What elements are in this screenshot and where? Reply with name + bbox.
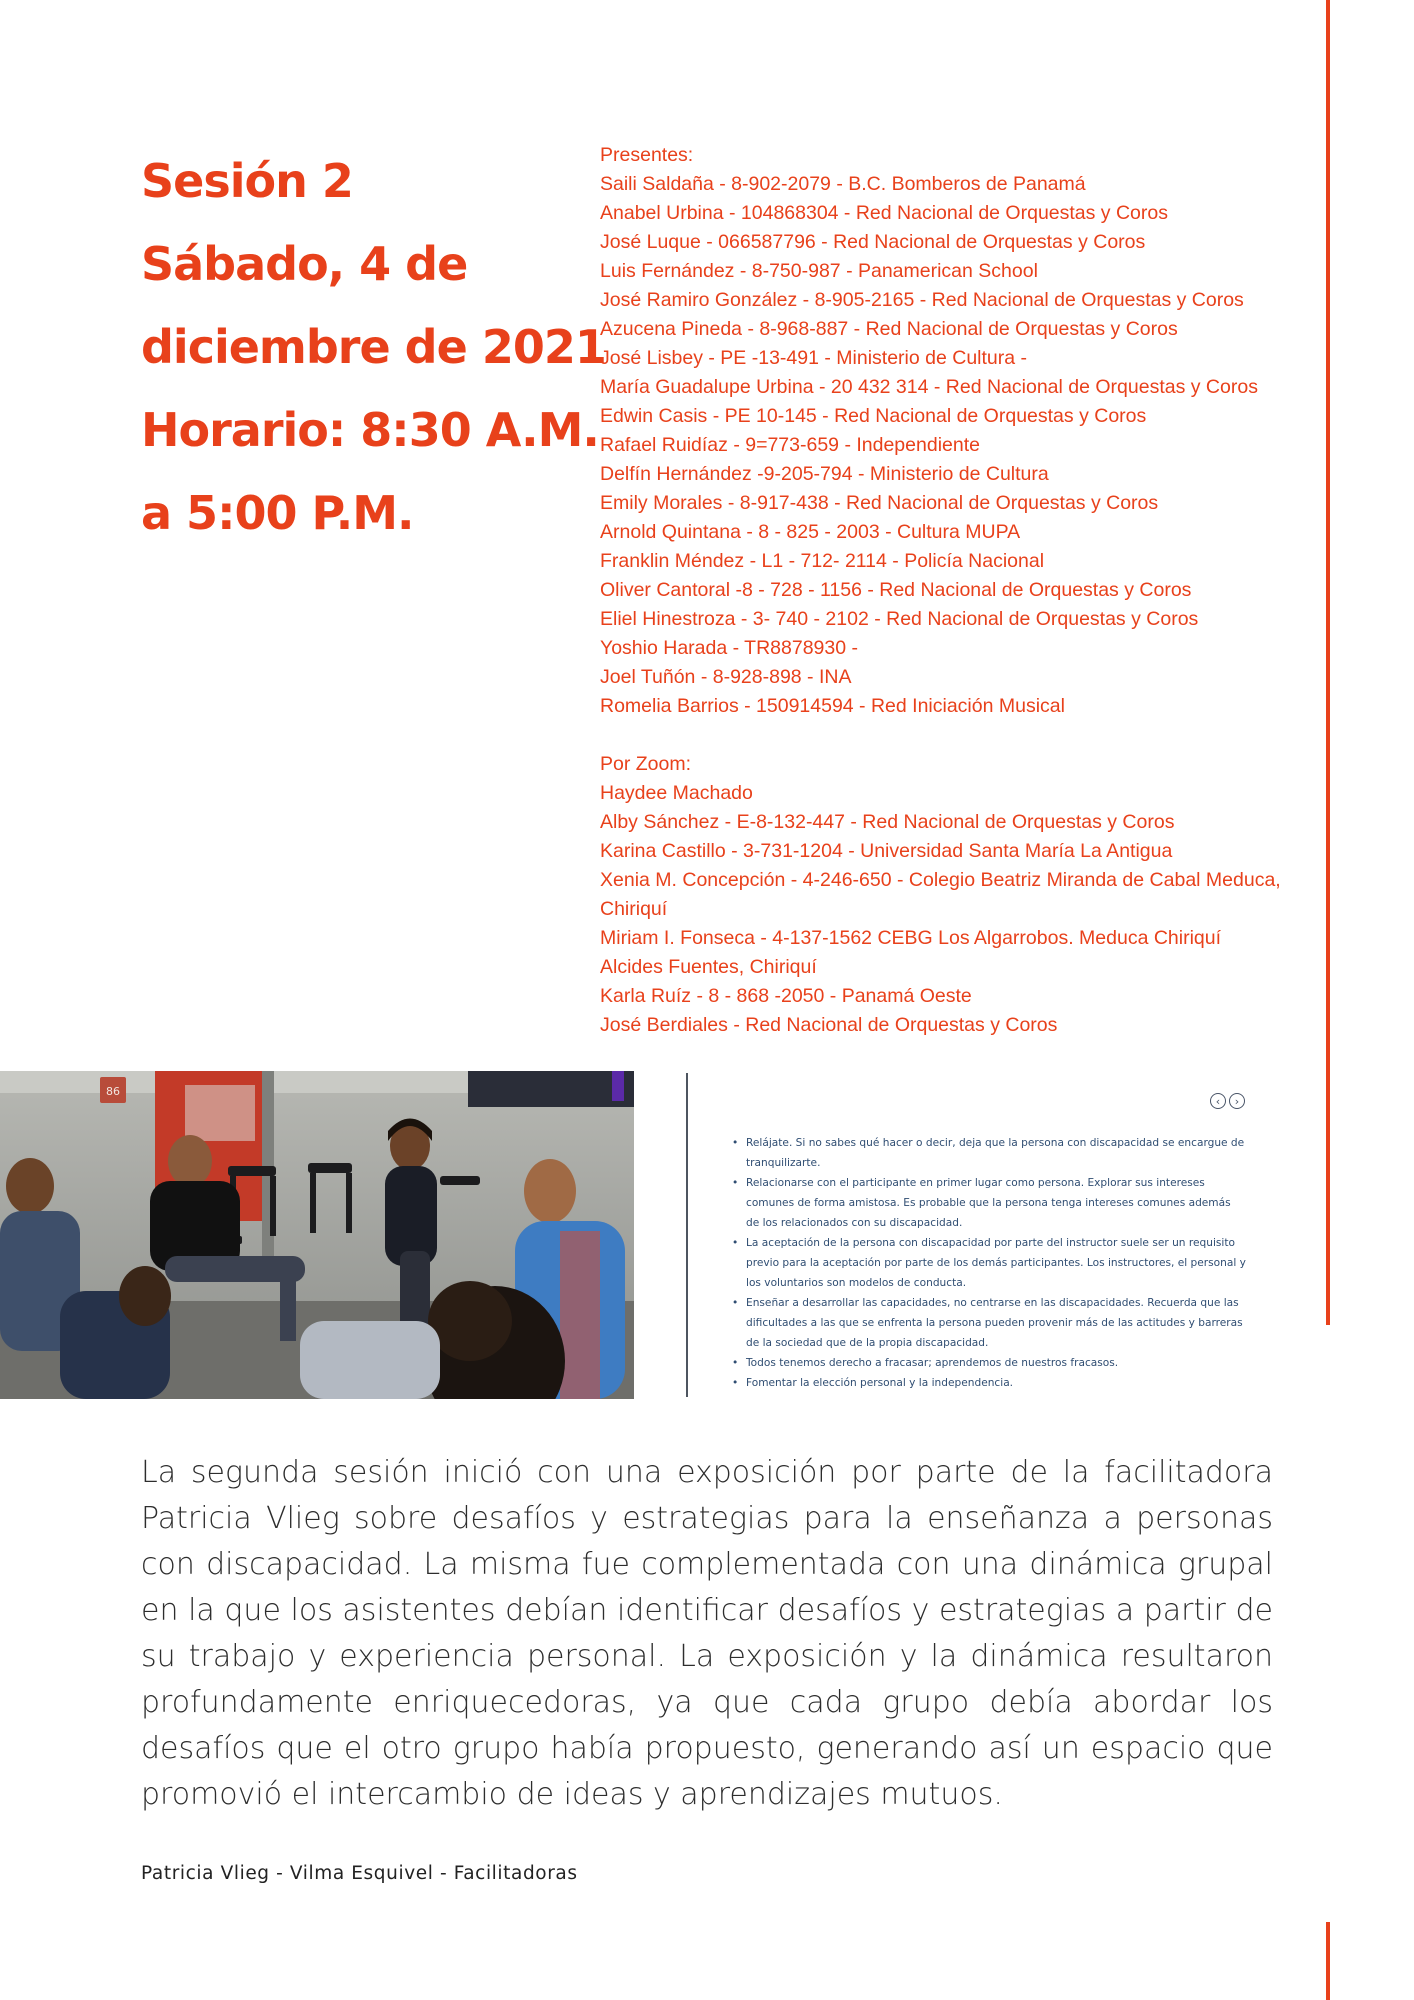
attendee-row: José Lisbey - PE -13-491 - Ministerio de Cultura - — [600, 347, 1028, 369]
accent-rule-top — [1326, 0, 1330, 1325]
attendee-row: Arnold Quintana - 8 - 825 - 2003 - Cultura MUPA — [600, 521, 1021, 543]
attendee-row: Franklin Méndez - L1 - 712- 2114 - Policía Nacional — [600, 550, 1045, 572]
list-spacer — [600, 721, 1300, 750]
zoom-attendee-row: Miriam I. Fonseca - 4-137-1562 CEBG Los Algarrobos. Meduca Chiriquí — [600, 927, 1222, 949]
session-date-line-2: diciembre de 2021 — [141, 320, 606, 374]
zoom-attendee-row: Karina Castillo - 3-731-1204 - Universidad Santa María La Antigua — [600, 840, 1173, 862]
attendee-row: Saili Saldaña - 8-902-2079 - B.C. Bomberos de Panamá — [600, 173, 1086, 195]
attendee-row: Joel Tuñón - 8-928-898 - INA — [600, 666, 852, 688]
workshop-photo — [0, 1071, 634, 1399]
slide-bullet: • Fomentar la elección personal y la independencia. — [732, 1373, 1247, 1393]
attendee-row: Luis Fernández - 8-750-987 - Panamerican School — [600, 260, 1038, 282]
zoom-attendee-row: Karla Ruíz - 8 - 868 -2050 - Panamá Oeste — [600, 985, 972, 1007]
present-heading: Presentes: — [600, 144, 694, 166]
slide-bullet: • Relacionarse con el participante en primer lugar como persona. Explorar sus intereses comunes de forma amistosa. Es probable que la persona tenga intereses comunes además de los relacionados con su discapacidad. — [732, 1173, 1247, 1233]
wall-sign-number: 86 — [106, 1085, 120, 1098]
attendee-row: Oliver Cantoral -8 - 728 - 1156 - Red Nacional de Orquestas y Coros — [600, 579, 1192, 601]
workshop-photo-illustration — [0, 1071, 634, 1399]
attendee-row: Azucena Pineda - 8-968-887 - Red Nacional de Orquestas y Coros — [600, 318, 1178, 340]
session-heading — [141, 140, 606, 555]
attendee-row: Anabel Urbina - 104868304 - Red Nacional de Orquestas y Coros — [600, 202, 1168, 224]
slide-bullet: • Todos tenemos derecho a fracasar; aprendemos de nuestros fracasos. — [732, 1353, 1247, 1373]
attendee-row: María Guadalupe Urbina - 20 432 314 - Red Nacional de Orquestas y Coros — [600, 376, 1258, 398]
slide-bullet: • La aceptación de la persona con discapacidad por parte del instructor suele ser un requisito previo para la aceptación por parte de los demás participantes. Los instructores, el personal y los voluntarios son modelos de conducta. — [732, 1233, 1247, 1293]
accent-rule-bottom — [1326, 1922, 1330, 2000]
zoom-list — [600, 779, 1300, 1040]
attendee-row: Yoshio Harada - TR8878930 - — [600, 637, 859, 659]
session-summary: La segunda sesión inició con una exposición por parte de la facilitadora Patricia Vlieg sobre desafíos y estrategias para la enseñanza a personas con discapacidad. La misma fue complementada con una dinámica grupal en la que los asistentes debían identificar desafíos y estrategias a partir de su trabajo y experiencia personal. La exposición y la dinámica resultaron profundamente enriquecedoras, ya que cada grupo debía abordar los desafíos que el otro grupo había propuesto, generando así un espacio que promovió el intercambio de ideas y aprendizajes mutuos. — [141, 1455, 1273, 1812]
prev-slide-icon[interactable]: ‹ — [1210, 1093, 1226, 1109]
zoom-attendee-row: Haydee Machado — [600, 782, 753, 804]
zoom-heading: Por Zoom: — [600, 753, 692, 775]
zoom-attendee-row: Xenia M. Concepción - 4-246-650 - Colegio Beatriz Miranda de Cabal Meduca, — [600, 869, 1281, 891]
present-list — [600, 170, 1300, 721]
attendee-row: Delfín Hernández -9-205-794 - Ministerio de Cultura — [600, 463, 1049, 485]
attendee-row: Edwin Casis - PE 10-145 - Red Nacional de Orquestas y Coros — [600, 405, 1147, 427]
next-slide-icon[interactable]: › — [1229, 1093, 1245, 1109]
zoom-attendee-row: Alcides Fuentes, Chiriquí — [600, 956, 817, 978]
session-time-line-1: Horario: 8:30 A.M. — [141, 403, 599, 457]
session-date-line-1: Sábado, 4 de — [141, 237, 468, 291]
attendee-row: José Luque - 066587796 - Red Nacional de Orquestas y Coros — [600, 231, 1146, 253]
attendee-row: Rafael Ruidíaz - 9=773-659 - Independiente — [600, 434, 980, 456]
zoom-attendee-row: José Berdiales - Red Nacional de Orquestas y Coros — [600, 1014, 1058, 1036]
attendee-row: Emily Morales - 8-917-438 - Red Nacional de Orquestas y Coros — [600, 492, 1159, 514]
slide-left-border — [686, 1073, 688, 1397]
slide-bullet-list — [732, 1133, 1247, 1393]
slide-bullet: • Enseñar a desarrollar las capacidades, no centrarse en las discapacidades. Recuerda que las dificultades a las que se enfrenta la persona pueden provenir más de las actitudes y barreras de la sociedad que de la propia discapacidad. — [732, 1293, 1247, 1353]
session-time-line-2: a 5:00 P.M. — [141, 486, 414, 540]
session-number: Sesión 2 — [141, 154, 353, 208]
attendee-row: Eliel Hinestroza - 3- 740 - 2102 - Red Nacional de Orquestas y Coros — [600, 608, 1199, 630]
attendee-list — [600, 141, 1300, 1040]
presentation-slide — [686, 1071, 1260, 1399]
zoom-attendee-row: Chiriquí — [600, 898, 668, 920]
slide-bullet: • Relájate. Si no sabes qué hacer o decir, deja que la persona con discapacidad se encargue de tranquilizarte. — [732, 1133, 1247, 1173]
attendee-row: Romelia Barrios - 150914594 - Red Iniciación Musical — [600, 695, 1065, 717]
zoom-attendee-row: Alby Sánchez - E-8-132-447 - Red Nacional de Orquestas y Coros — [600, 811, 1175, 833]
attendee-row: José Ramiro González - 8-905-2165 - Red Nacional de Orquestas y Coros — [600, 289, 1244, 311]
facilitators-footer: Patricia Vlieg - Vilma Esquivel - Facilitadoras — [141, 1863, 578, 1884]
